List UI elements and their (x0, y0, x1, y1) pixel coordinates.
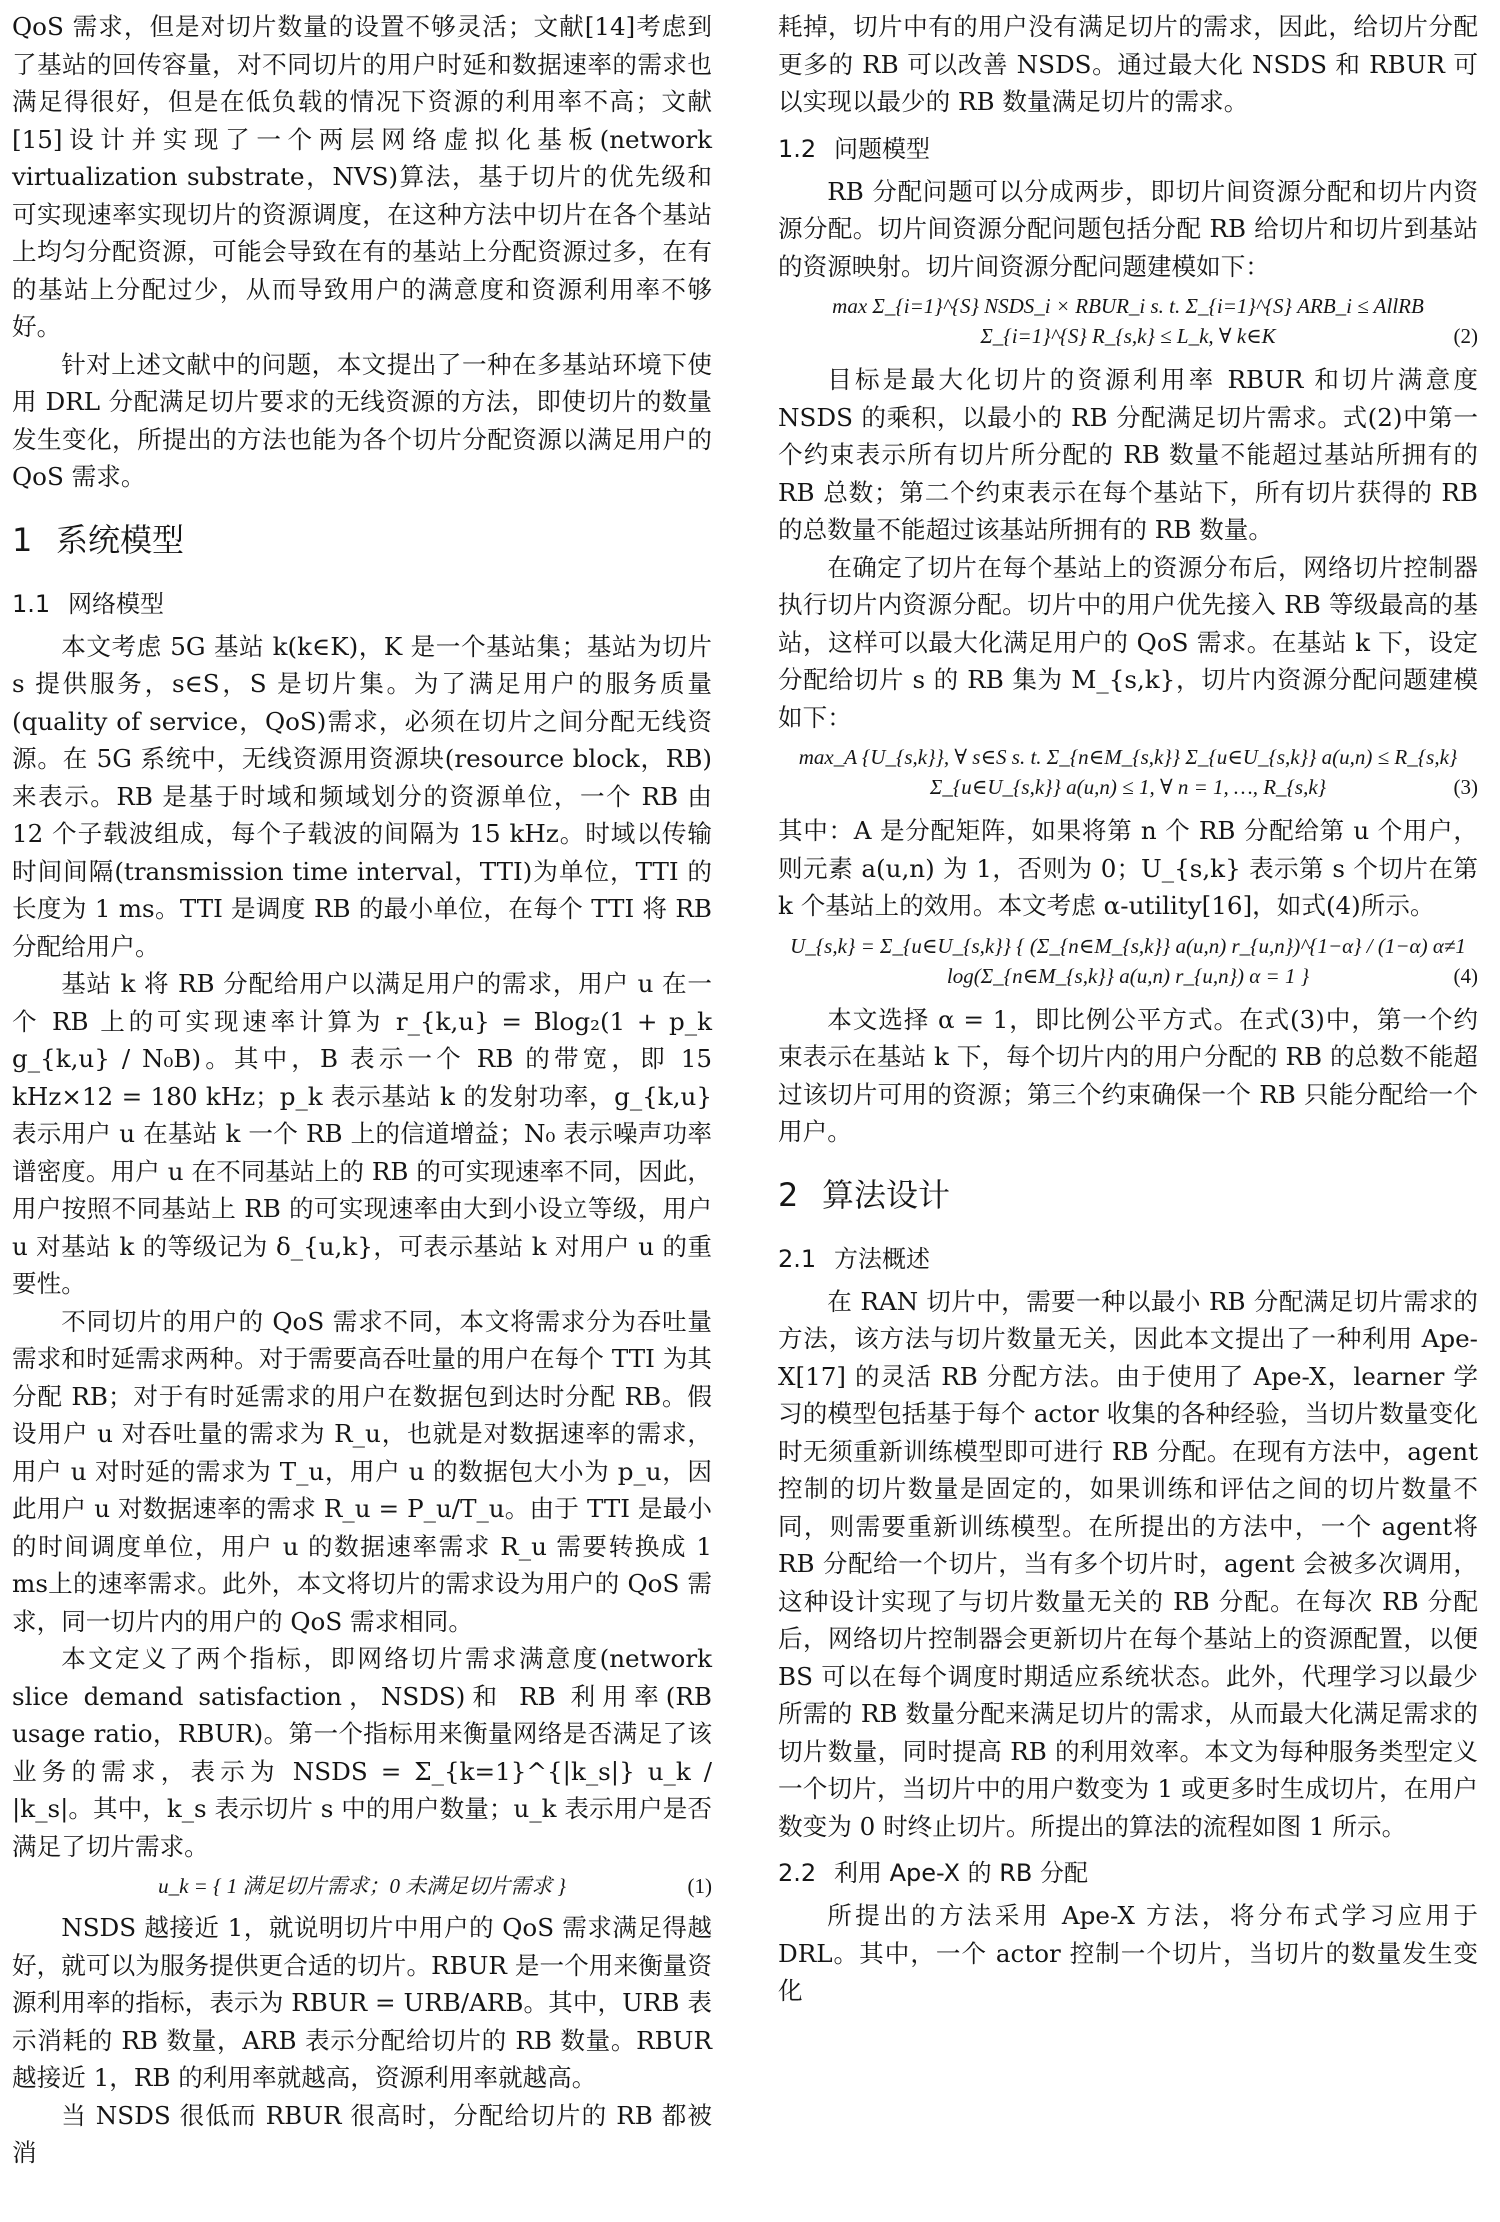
equation-1-body: u_k = { 1 满足切片需求；0 未满足切片需求 } (158, 1874, 566, 1898)
equation-1 (12, 1871, 712, 1901)
subsection-number: 2.1 (778, 1244, 817, 1273)
equation-3-number: (3) (1453, 775, 1478, 799)
paragraph-continued: 耗掉，切片中有的用户没有满足切片的需求，因此，给切片分配更多的 RB 可以改善 NSDS。通过最大化 NSDS 和 RBUR 可以实现以最少的 RB 数量满足切片的需求。 (778, 12, 1478, 116)
subsection-title: 利用 Ape-X 的 RB 分配 (834, 1859, 1088, 1887)
section-number: 1 (12, 520, 33, 559)
equation-1-number: (1) (687, 1874, 712, 1898)
paragraph-network-model-1: 本文考虑 5G 基站 k(k∈K)，K 是一个基站集；基站为切片 s 提供服务，s∈S，S 是切片集。为了满足用户的服务质量(quality of service，QoS)需求，必须在切片之间分配无线资源。在 5G 系统中，无线资源用资源块(resource block，RB)来表示。RB 是基于时域和频域划分的资源单位，一个 RB 由 12 个子载波组成，每个子载波的间隔为 15 kHz。时域以传输时间间隔(transmission time interval，TTI)为单位，TTI 的长度为 1 ms。TTI 是调度 RB 的最小单位，在每个 TTI 将 RB 分配给用户。 (12, 631, 712, 961)
paragraph-problem-model-3: 在确定了切片在每个基站上的资源分布后，网络切片控制器执行切片内资源分配。切片中的用户优先接入 RB 等级最高的基站，这样可以最大化满足用户的 QoS 需求。在基站 k 下，设定分配给切片 s 的 RB 集为 M_{s,k}，切片内资源分配问题建模如下： (778, 552, 1478, 732)
right-column (778, 8, 1478, 2010)
section-heading-1 (12, 518, 712, 562)
paragraph-network-model-3: 不同切片的用户的 QoS 需求不同，本文将需求分为吞吐量需求和时延需求两种。对于需要高吞吐量的用户在每个 TTI 为其分配 RB；对于有时延需求的用户在数据包到达时分配 RB。假设用户 u 对吞吐量的需求为 R_u，也就是对数据速率的需求，用户 u 对时延的需求为 T_u，用户 u 的数据包大小为 p_u，因此用户 u 对数据速率的需求 R_u = P_u/T_u。由于 TTI 是最小的时间调度单位，用户 u 的数据速率需求 R_u 需要转换成 1 ms上的速率需求。此外，本文将切片的需求设为用户的 QoS 需求，同一切片内的用户的 QoS 需求相同。 (12, 1306, 712, 1636)
subsection-heading-2-1 (778, 1241, 1478, 1277)
paragraph-intro-contribution: 针对上述文献中的问题，本文提出了一种在多基站环境下使用 DRL 分配满足切片要求的无线资源的方法，即使切片的数量发生变化，所提出的方法也能为各个切片分配资源以满足用户的 QoS 需求。 (12, 349, 712, 491)
paragraph-network-model-4: 本文定义了两个指标，即网络切片需求满意度(network slice demand satisfaction，NSDS)和 RB 利用率(RB usage ratio，RBUR)。第一个指标用来衡量网络是否满足了该业务的需求，表示为 NSDS = Σ_{k=1}^{|k_s|} u_k / |k_s|。其中，k_s 表示切片 s 中的用户数量；u_k 表示用户是否满足了切片需求。 (12, 1644, 712, 1861)
section-title: 算法设计 (822, 1175, 951, 1214)
equation-4 (778, 931, 1478, 991)
paragraph-problem-model-2: 目标是最大化切片的资源利用率 RBUR 和切片满意度 NSDS 的乘积，以最小的 RB 分配满足切片需求。式(2)中第一个约束表示所有切片所分配的 RB 数量不能超过基站所拥有的 RB 总数；第二个约束表示在每个基站下，所有切片获得的 RB 的总数量不能超过该基站所拥有的 RB 数量。 (778, 365, 1478, 544)
subsection-heading-2-2 (778, 1855, 1478, 1891)
subsection-number: 1.1 (12, 589, 51, 618)
subsection-title: 网络模型 (68, 589, 164, 618)
paragraph-problem-model-4: 其中：A 是分配矩阵，如果将第 n 个 RB 分配给第 u 个用户，则元素 a(u,n) 为 1，否则为 0；U_{s,k} 表示第 s 个切片在第 k 个基站上的效用。本文考虑 α-utility[16]，如式(4)所示。 (778, 816, 1478, 920)
paragraph-network-model-5: NSDS 越接近 1，就说明切片中用户的 QoS 需求满足得越好，就可以为服务提供更合适的切片。RBUR 是一个用来衡量资源利用率的指标，表示为 RBUR = URB/ARB。其中，URB 表示消耗的 RB 数量，ARB 表示分配给切片的 RB 数量。RBUR 越接近 1，RB 的利用率就越高，资源利用率就越高。 (12, 1913, 712, 2092)
subsection-heading-1-2 (778, 131, 1478, 167)
equation-2-number: (2) (1453, 324, 1478, 348)
subsection-title: 方法概述 (834, 1244, 930, 1273)
paragraph-problem-model-1: RB 分配问题可以分成两步，即切片间资源分配和切片内资源分配。切片间资源分配问题包括分配 RB 给切片和切片到基站的资源映射。切片间资源分配问题建模如下： (778, 176, 1478, 281)
left-column (12, 8, 712, 2172)
subsection-number: 1.2 (778, 134, 817, 163)
subsection-title: 问题模型 (834, 134, 930, 163)
equation-4-case-2: log(Σ_{n∈M_{s,k}} a(u,n) r_{u,n}) α = 1 } (946, 963, 1310, 988)
equation-3 (778, 742, 1478, 802)
paragraph-problem-model-5: 本文选择 α = 1，即比例公平方式。在式(3)中，第一个约束表示在基站 k 下，每个切片内的用户分配的 RB 的总数不能超过该切片可用的资源；第三个约束确保一个 RB 只能分配给一个用户。 (778, 1004, 1478, 1146)
equation-2-objective: max Σ_{i=1}^{S} NSDS_i × RBUR_i s. t. Σ_{i=1}^{S} ARB_i ≤ AllRB (832, 294, 1424, 318)
equation-3-constraint: Σ_{u∈U_{s,k}} a(u,n) ≤ 1, ∀ n = 1, …, R_{s,k} (929, 775, 1327, 799)
section-number: 2 (778, 1175, 799, 1214)
equation-2-constraint: Σ_{i=1}^{S} R_{s,k} ≤ L_k, ∀ k∈K (980, 324, 1276, 348)
paragraph-algorithm-overview: 在 RAN 切片中，需要一种以最小 RB 分配满足切片需求的方法，该方法与切片数量无关，因此本文提出了一种利用 Ape-X[17] 的灵活 RB 分配方法。由于使用了 Ape-X，learner 学习的模型包括基于每个 actor 收集的各种经验，当切片数量变化时无须重新训练模型即可进行 RB 分配。在现有方法中，agent控制的切片数量是固定的，如果训练和评估之间的切片数量不同，则需要重新训练模型。在所提出的方法中，一个 agent将 RB 分配给一个切片，当有多个切片时，agent 会被多次调用，这种设计实现了与切片数量无关的 RB 分配。在每次 RB 分配后，网络切片控制器会更新切片在每个基站上的资源配置，以便 BS 可以在每个调度时期适应系统状态。此外，代理学习以最少所需的 RB 数量分配来满足切片的需求，从而最大化满足需求的切片数量，同时提高 RB 的利用效率。本文为每种服务类型定义一个切片，当切片中的用户数变为 1 或更多时生成切片，在用户数变为 0 时终止切片。所提出的算法的流程如图 1 所示。 (778, 1286, 1478, 1841)
equation-4-case-1: U_{s,k} = Σ_{u∈U_{s,k}} { (Σ_{n∈M_{s,k}} a(u,n) r_{u,n})^{1−α} / (1−α) α≠1 (790, 933, 1466, 958)
paragraph-network-model-2: 基站 k 将 RB 分配给用户以满足用户的需求，用户 u 在一个 RB 上的可实现速率计算为 r_{k,u} = Blog₂(1 + p_k g_{k,u} / N₀B)。其中，B 表示一个 RB 的带宽，即 15 kHz×12 = 180 kHz；p_k 表示基站 k 的发射功率，g_{k,u} 表示用户 u 在基站 k 一个 RB 上的信道增益；N₀ 表示噪声功率谱密度。用户 u 在不同基站上的 RB 的可实现速率不同，因此，用户按照不同基站上 RB 的可实现速率由大到小设立等级，用户 u 对基站 k 的等级记为 δ_{u,k}，可表示基站 k 对用户 u 的重要性。 (12, 969, 712, 1298)
paragraph-intro-continued: QoS 需求，但是对切片数量的设置不够灵活；文献[14]考虑到了基站的回传容量，对不同切片的用户时延和数据速率的需求也满足得很好，但是在低负载的情况下资源的利用率不高；文献[15]设计并实现了一个两层网络虚拟化基板(network virtualization substrate，NVS)算法，基于切片的优先级和可实现速率实现切片的资源调度，在这种方法中切片在各个基站上均匀分配资源，可能会导致在有的基站上分配资源过多，在有的基站上分配过少，从而导致用户的满意度和资源利用率不够好。 (12, 12, 712, 341)
equation-4-number: (4) (1453, 963, 1478, 988)
section-title: 系统模型 (56, 520, 185, 559)
equation-3-objective: max_A {U_{s,k}}, ∀ s∈S s. t. Σ_{n∈M_{s,k}} Σ_{u∈U_{s,k}} a(u,n) ≤ R_{s,k} (798, 745, 1458, 769)
equation-2 (778, 291, 1478, 351)
paragraph-network-model-6: 当 NSDS 很低而 RBUR 很高时，分配给切片的 RB 都被消 (12, 2100, 712, 2167)
subsection-number: 2.2 (778, 1859, 817, 1887)
subsection-heading-1-1 (12, 586, 712, 622)
section-heading-2 (778, 1173, 1478, 1217)
paragraph-apex-allocation: 所提出的方法采用 Ape-X 方法，将分布式学习应用于 DRL。其中，一个 actor 控制一个切片，当切片的数量发生变化 (778, 1901, 1478, 2005)
